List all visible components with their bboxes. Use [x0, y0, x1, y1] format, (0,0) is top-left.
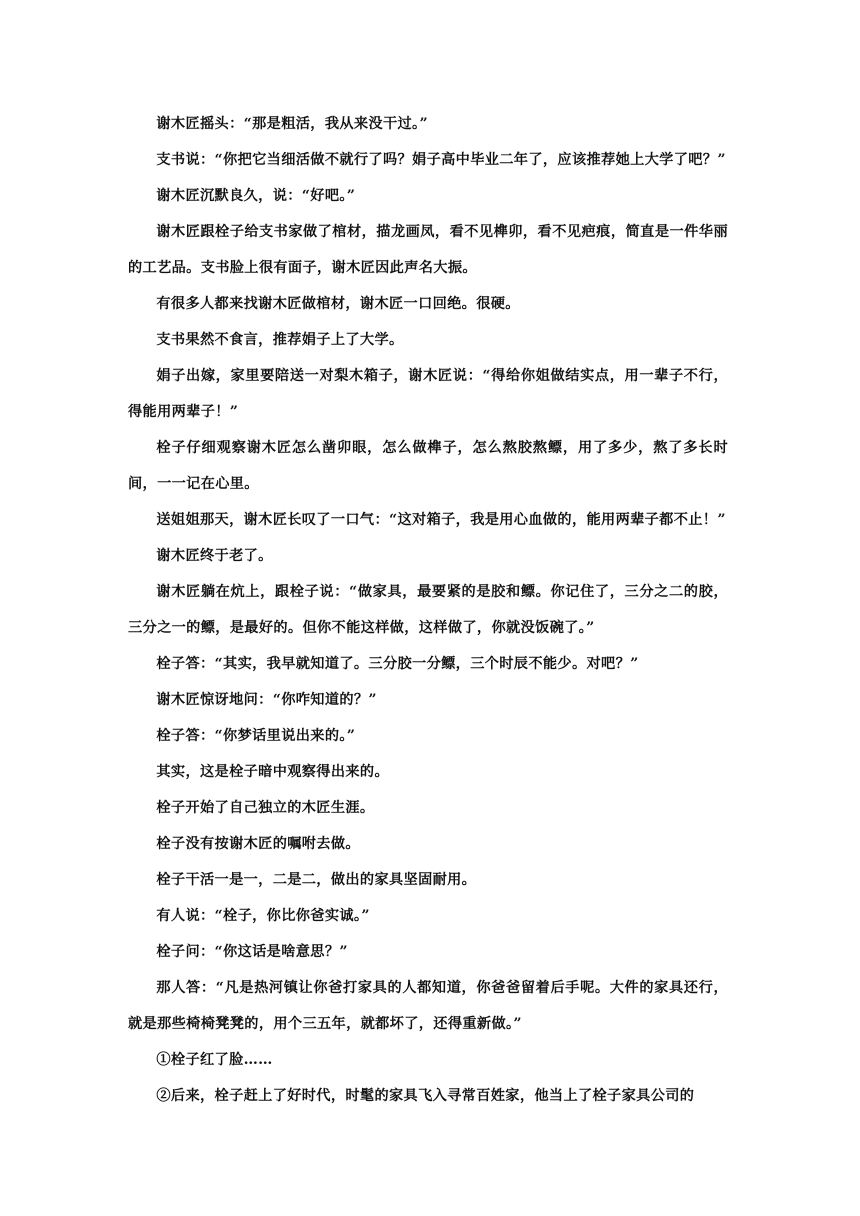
paragraph: 其实，这是栓子暗中观察得出来的。	[156, 764, 389, 780]
paragraph: 娟子出嫁，家里要陪送一对梨木箱子，谢木匠说：“得给你姐做结实点，用一辈子不行，得能用两辈子！”	[128, 368, 728, 420]
paragraph: 栓子答：“你梦话里说出来的。”	[156, 728, 356, 744]
paragraph: 栓子问：“你这话是啥意思？”	[156, 944, 348, 960]
paragraph: 支书果然不食言，推荐娟子上了大学。	[156, 332, 404, 348]
paragraph: 有很多人都来找谢木匠做棺材，谢木匠一口回绝。很硬。	[156, 296, 520, 312]
paragraph: ①栓子红了脸……	[156, 1052, 273, 1068]
paragraph: 谢木匠沉默良久，说：“好吧。”	[156, 188, 356, 204]
paragraph: 谢木匠摇头：“那是粗活，我从来没干过。”	[156, 116, 428, 132]
paragraph: 那人答：“凡是热河镇让你爸打家具的人都知道，你爸爸留着后手呢。大件的家具还行，就是那些椅椅凳凳的，用个三五年，就都坏了，还得重新做。”	[128, 980, 728, 1032]
paragraph: 有人说：“栓子，你比你爸实诚。”	[156, 908, 370, 924]
paragraph: 栓子答：“其实，我早就知道了。三分胶一分鳔，三个时辰不能少。对吧？”	[156, 656, 639, 672]
paragraph: 谢木匠惊讶地问：“你咋知道的？”	[156, 692, 377, 708]
paragraph: 支书说：“你把它当细活做不就行了吗？娟子高中毕业二年了，应该推荐她上大学了吧？”	[156, 152, 726, 168]
paragraph: 谢木匠终于老了。	[156, 548, 273, 564]
paragraph: 谢木匠躺在炕上，跟栓子说：“做家具，最要紧的是胶和鳔。你记住了，三分之二的胶，三分之一的鳔，是最好的。但你不能这样做，这样做了，你就没饭碗了。”	[128, 584, 728, 636]
paragraph: 栓子仔细观察谢木匠怎么凿卯眼，怎么做榫子，怎么熬胶熬鳔，用了多少，熬了多长时间，一一记在心里。	[128, 440, 728, 492]
paragraph: 栓子干活一是一，二是二，做出的家具坚固耐用。	[156, 872, 477, 888]
paragraph: ②后来，栓子赶上了好时代，时髦的家具飞入寻常百姓家，他当上了栓子家具公司的	[156, 1088, 695, 1104]
paragraph: 栓子没有按谢木匠的嘱咐去做。	[156, 836, 360, 852]
story-text	[128, 106, 728, 1114]
paragraph: 送姐姐那天，谢木匠长叹了一口气：“这对箱子，我是用心血做的，能用两辈子都不止！”	[156, 512, 726, 528]
paragraph: 栓子开始了自己独立的木匠生涯。	[156, 800, 375, 816]
paragraph: 谢木匠跟栓子给支书家做了棺材，描龙画凤，看不见榫卯，看不见疤痕，简直是一件华丽的工艺品。支书脸上很有面子，谢木匠因此声名大振。	[128, 224, 728, 276]
